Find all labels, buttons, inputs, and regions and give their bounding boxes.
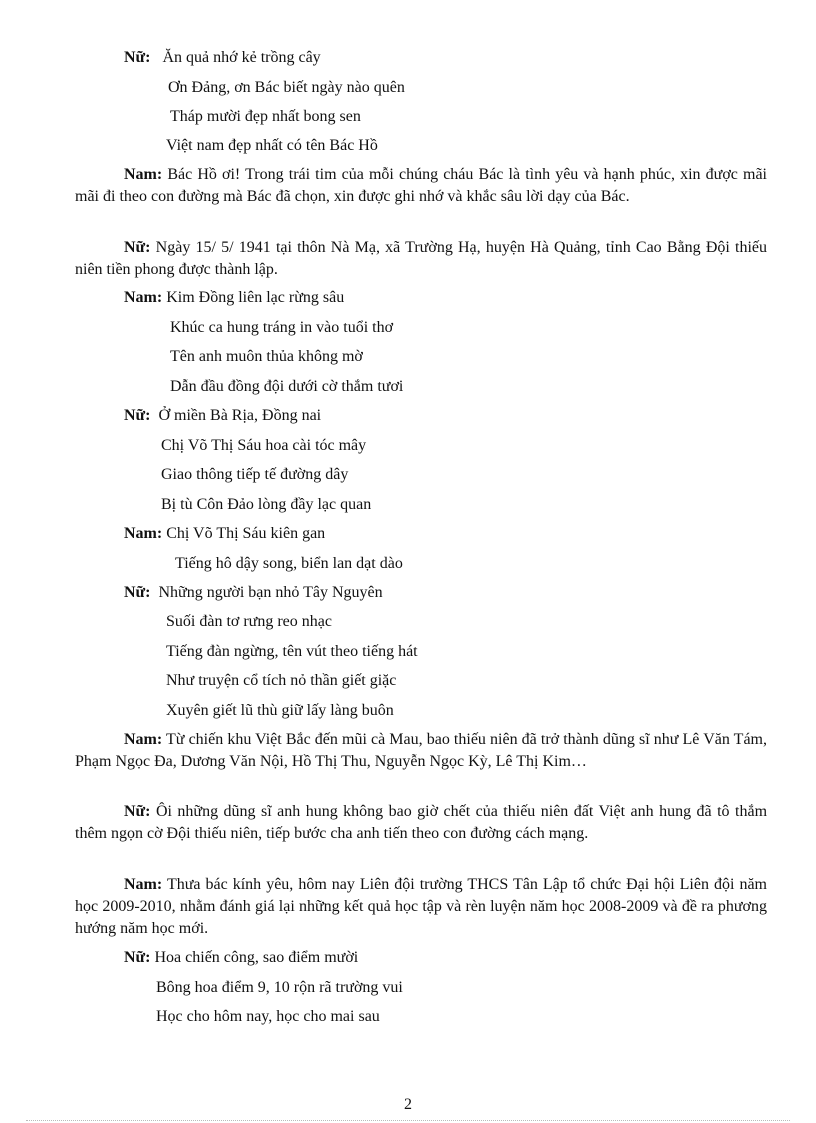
paragraph-text: Thưa bác kính yêu, hôm nay Liên đội trường THCS Tân Lập tổ chức Đại hội Liên đội năm học 2009-2010, nhằm đánh giá lại những kết quả học tập và rèn luyện năm học 2008-2009 và đề ra phương hướng năm học mới. (75, 876, 767, 937)
verse-line: Tháp mười đẹp nhất bong sen (170, 108, 361, 125)
verse-line (124, 948, 358, 968)
paragraph-text: Bác Hồ ơi! Trong trái tim của mỗi chúng cháu Bác là tình yêu và hạnh phúc, xin được mãi mãi đi theo con đường mà Bác đã chọn, xin được ghi nhớ và khắc sâu lời dạy của Bác. (75, 166, 768, 205)
verse-line: Giao thông tiếp tế đường dây (161, 466, 349, 483)
verse-line (124, 288, 344, 308)
verse-line: Suối đàn tơ rưng reo nhạc (166, 613, 332, 630)
speaker-label: Nữ: (124, 49, 151, 66)
speaker-label: Nữ: (124, 584, 151, 601)
verse-line (124, 48, 321, 68)
verse-line (124, 583, 383, 603)
verse-line: Việt nam đẹp nhất có tên Bác Hồ (166, 137, 378, 154)
verse-line: Dẫn đầu đồng đội dưới cờ thắm tươi (170, 378, 404, 395)
verse-text: Chị Võ Thị Sáu kiên gan (166, 525, 326, 542)
verse-line: Học cho hôm nay, học cho mai sau (156, 1008, 380, 1025)
verse-text: Những người bạn nhỏ Tây Nguyên (158, 584, 383, 601)
speaker-label: Nữ: (124, 803, 151, 820)
speaker-label: Nam: (124, 525, 163, 542)
verse-text: Hoa chiến công, sao điểm mười (154, 949, 359, 966)
paragraph (75, 729, 767, 773)
speaker-label: Nam: (124, 289, 163, 306)
speaker-label: Nữ: (124, 949, 151, 966)
verse-line: Ơn Đảng, ơn Bác biết ngày nào quên (168, 79, 405, 96)
verse-line: Chị Võ Thị Sáu hoa cài tóc mây (161, 437, 367, 454)
paragraph (75, 874, 767, 940)
footer-divider (26, 1120, 790, 1121)
verse-line: Như truyện cổ tích nỏ thần giết giặc (166, 672, 397, 689)
speaker-label: Nữ: (124, 239, 151, 256)
paragraph-text: Ngày 15/ 5/ 1941 tại thôn Nà Mạ, xã Trường Hạ, huyện Hà Quảng, tỉnh Cao Bằng Đội thiếu niên tiền phong được thành lập. (75, 239, 767, 278)
verse-line (124, 406, 321, 426)
page-number: 2 (404, 1096, 412, 1113)
verse-line: Khúc ca hung tráng in vào tuổi thơ (170, 319, 394, 336)
paragraph (75, 237, 767, 281)
verse-line: Bị tù Côn Đảo lòng đầy lạc quan (161, 496, 372, 513)
verse-text: Ăn quả nhớ kẻ trồng cây (162, 49, 321, 66)
verse-line: Tiếng đàn ngừng, tên vút theo tiếng hát (166, 643, 418, 660)
verse-line: Tên anh muôn thủa không mờ (170, 348, 363, 365)
verse-line: Bông hoa điểm 9, 10 rộn rã trường vui (156, 979, 403, 996)
paragraph (75, 164, 767, 208)
speaker-label: Nam: (124, 731, 163, 748)
verse-text: Ở miền Bà Rịa, Đồng nai (158, 407, 322, 424)
paragraph-text: Từ chiến khu Việt Bắc đến mũi cà Mau, bao thiếu niên đã trở thành dũng sĩ như Lê Văn Tám, Phạm Ngọc Đa, Dương Văn Nội, Hồ Thị Thu, Nguyễn Ngọc Kỳ, Lê Thị Kim… (75, 731, 767, 770)
verse-text: Kim Đồng liên lạc rừng sâu (166, 289, 345, 306)
verse-line: Xuyên giết lũ thù giữ lấy làng buôn (166, 702, 394, 719)
verse-line: Tiếng hô dậy song, biển lan dạt dào (175, 555, 403, 572)
paragraph (75, 801, 767, 845)
paragraph-text: Ôi những dũng sĩ anh hung không bao giờ chết của thiếu niên đất Việt anh hung đã tô thắm thêm ngọn cờ Đội thiếu niên, tiếp bước cha anh tiến theo con đường cách mạng. (75, 803, 768, 842)
speaker-label: Nam: (124, 166, 163, 183)
verse-line (124, 524, 325, 544)
speaker-label: Nam: (124, 876, 163, 893)
speaker-label: Nữ: (124, 407, 151, 424)
